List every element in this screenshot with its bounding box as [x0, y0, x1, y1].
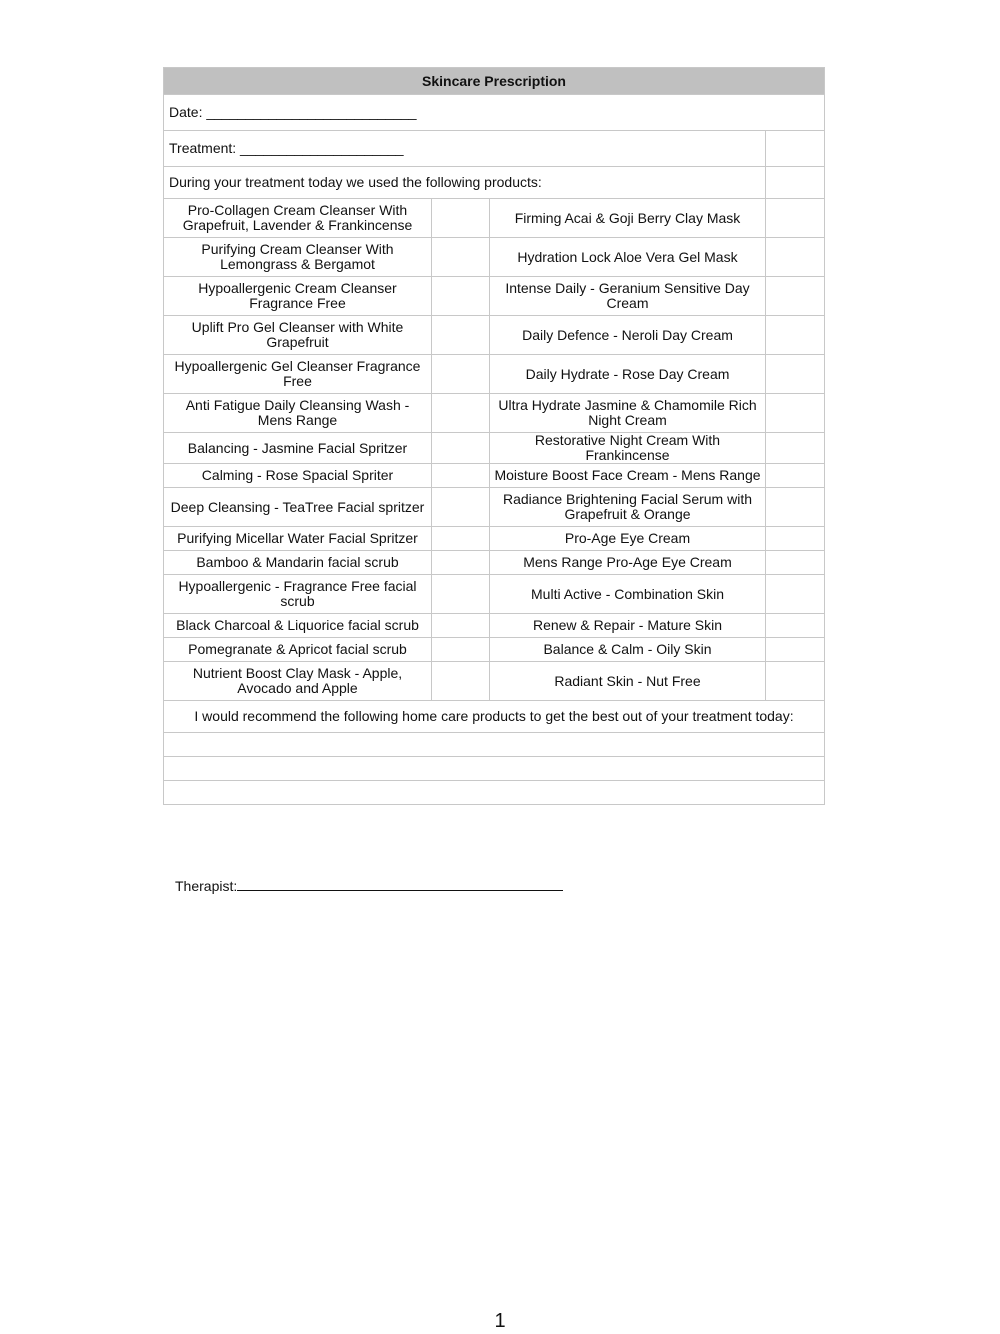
product-check-cell-left[interactable] [432, 575, 490, 614]
page-number: 1 [494, 1310, 506, 1332]
product-name-right: Renew & Repair - Mature Skin [490, 614, 766, 638]
recommendation-entry-field[interactable] [164, 781, 825, 805]
product-check-cell-left[interactable] [432, 316, 490, 355]
product-name-left: Hypoallergenic Gel Cleanser Fragrance Free [164, 355, 432, 394]
product-check-cell-left[interactable] [432, 433, 490, 464]
product-check-cell-right[interactable] [766, 638, 825, 662]
product-name-right: Pro-Age Eye Cream [490, 527, 766, 551]
recommendation-entry-field[interactable] [164, 733, 825, 757]
product-name-left: Pro-Collagen Cream Cleanser With Grapefruit, Lavender & Frankincense [164, 199, 432, 238]
recommend-intro: I would recommend the following home care products to get the best out of your treatment today: [164, 701, 825, 733]
product-check-cell-right[interactable] [766, 464, 825, 488]
product-row [164, 355, 825, 394]
product-name-right: Restorative Night Cream With Frankincense [490, 433, 766, 464]
product-name-right: Firming Acai & Goji Berry Clay Mask [490, 199, 766, 238]
product-name-left: Hypoallergenic Cream Cleanser Fragrance Free [164, 277, 432, 316]
product-name-right: Daily Defence - Neroli Day Cream [490, 316, 766, 355]
date-field[interactable]: Date: ___________________________ [164, 95, 825, 131]
product-name-right: Radiance Brightening Facial Serum with Grapefruit & Orange [490, 488, 766, 527]
date-row [164, 95, 825, 131]
product-check-cell-left[interactable] [432, 638, 490, 662]
product-name-left: Nutrient Boost Clay Mask - Apple, Avocado and Apple [164, 662, 432, 701]
product-check-cell-left[interactable] [432, 464, 490, 488]
product-row [164, 316, 825, 355]
product-row [164, 527, 825, 551]
product-row [164, 199, 825, 238]
therapist-label: Therapist: [175, 878, 238, 894]
recommendation-entry-row [164, 757, 825, 781]
therapist-signature-line [175, 876, 563, 894]
product-row [164, 238, 825, 277]
product-check-cell-right[interactable] [766, 394, 825, 433]
product-check-cell-left[interactable] [432, 527, 490, 551]
product-row [164, 277, 825, 316]
product-check-cell-left[interactable] [432, 199, 490, 238]
product-check-cell-left[interactable] [432, 238, 490, 277]
product-check-cell-left[interactable] [432, 551, 490, 575]
product-check-cell-left[interactable] [432, 277, 490, 316]
product-check-cell-right[interactable] [766, 433, 825, 464]
product-check-cell-right[interactable] [766, 238, 825, 277]
form-title: Skincare Prescription [164, 68, 825, 95]
treatment-field[interactable]: Treatment: _____________________ [164, 131, 766, 167]
product-row [164, 433, 825, 464]
treatment-row [164, 131, 825, 167]
product-name-left: Deep Cleansing - TeaTree Facial spritzer [164, 488, 432, 527]
product-check-cell-right[interactable] [766, 199, 825, 238]
product-name-left: Bamboo & Mandarin facial scrub [164, 551, 432, 575]
product-row [164, 464, 825, 488]
product-check-cell-right[interactable] [766, 527, 825, 551]
product-row [164, 662, 825, 701]
product-name-left: Uplift Pro Gel Cleanser with White Grapefruit [164, 316, 432, 355]
product-check-cell-right[interactable] [766, 614, 825, 638]
product-check-cell-right[interactable] [766, 488, 825, 527]
product-check-cell-right[interactable] [766, 355, 825, 394]
product-name-left: Black Charcoal & Liquorice facial scrub [164, 614, 432, 638]
product-check-cell-left[interactable] [432, 488, 490, 527]
product-name-right: Balance & Calm - Oily Skin [490, 638, 766, 662]
used-intro-row [164, 167, 825, 199]
product-name-left: Anti Fatigue Daily Cleansing Wash - Mens Range [164, 394, 432, 433]
product-check-cell-left[interactable] [432, 614, 490, 638]
product-name-right: Intense Daily - Geranium Sensitive Day Cream [490, 277, 766, 316]
used-products-intro: During your treatment today we used the following products: [164, 167, 766, 199]
product-name-right: Ultra Hydrate Jasmine & Chamomile Rich Night Cream [490, 394, 766, 433]
recommendation-entry-field[interactable] [164, 757, 825, 781]
product-check-cell-left[interactable] [432, 355, 490, 394]
product-check-cell-left[interactable] [432, 662, 490, 701]
empty-cell [766, 167, 825, 199]
product-check-cell-right[interactable] [766, 277, 825, 316]
product-name-right: Radiant Skin - Nut Free [490, 662, 766, 701]
empty-cell [766, 131, 825, 167]
product-check-cell-right[interactable] [766, 662, 825, 701]
therapist-field[interactable] [237, 876, 563, 891]
product-row [164, 488, 825, 527]
title-row [164, 68, 825, 95]
product-name-left: Purifying Cream Cleanser With Lemongrass & Bergamot [164, 238, 432, 277]
product-check-cell-right[interactable] [766, 551, 825, 575]
product-name-right: Multi Active - Combination Skin [490, 575, 766, 614]
recommend-row [164, 701, 825, 733]
product-check-cell-right[interactable] [766, 575, 825, 614]
product-name-right: Hydration Lock Aloe Vera Gel Mask [490, 238, 766, 277]
product-name-right: Daily Hydrate - Rose Day Cream [490, 355, 766, 394]
product-row [164, 551, 825, 575]
product-name-left: Pomegranate & Apricot facial scrub [164, 638, 432, 662]
product-name-left: Calming - Rose Spacial Spriter [164, 464, 432, 488]
prescription-table [163, 67, 825, 805]
product-row [164, 394, 825, 433]
product-name-left: Purifying Micellar Water Facial Spritzer [164, 527, 432, 551]
product-name-right: Mens Range Pro-Age Eye Cream [490, 551, 766, 575]
product-check-cell-right[interactable] [766, 316, 825, 355]
recommendation-entry-row [164, 733, 825, 757]
product-name-left: Balancing - Jasmine Facial Spritzer [164, 433, 432, 464]
product-row [164, 638, 825, 662]
product-check-cell-left[interactable] [432, 394, 490, 433]
product-row [164, 614, 825, 638]
product-row [164, 575, 825, 614]
product-name-right: Moisture Boost Face Cream - Mens Range [490, 464, 766, 488]
product-name-left: Hypoallergenic - Fragrance Free facial scrub [164, 575, 432, 614]
recommendation-entry-row [164, 781, 825, 805]
